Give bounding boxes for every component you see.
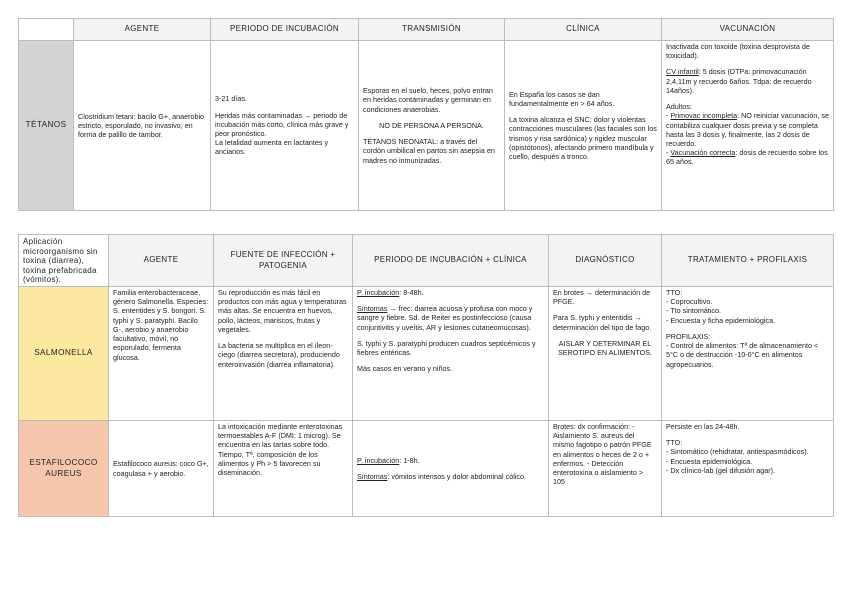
periodo-dias: 3-21 días. — [215, 94, 247, 104]
tetanos-clinica — [505, 41, 662, 211]
primo-text: : NO reiniciar vacunación, se contabiliza cualquier dosis previa y se completa hasta las 3 dosis y, finalmente, las 2 dosis de recuerdo. — [666, 111, 829, 148]
periodo-heridas: Heridas más contaminadas → periodo de incubación más corto, clínica más grave y peor pronóstico. — [215, 110, 349, 138]
incubacion-text: : 8-48h. — [399, 288, 424, 297]
est-sintomas-text: : vómitos intensos y dolor abdominal cólico. — [387, 472, 527, 481]
tto-coprocultivo: - Coprocultivo. — [666, 297, 713, 307]
transmision-neonatal: TÉTANOS NEONATAL: a través del cordón umbilical en partos sin asepsia en madres no inmunizadas. — [363, 137, 495, 165]
salmonella-diagnostico — [549, 287, 662, 421]
est-incubacion-label: P. incubación — [357, 455, 400, 465]
profilaxis-label: PROFILAXIS: — [666, 331, 711, 341]
clinica-espana: En España los casos se dan fundamentalmente en > 64 años. — [509, 89, 615, 108]
tetanos-table — [18, 18, 834, 211]
tto-encuesta: - Encuesta y ficha epidemiológica. — [666, 315, 776, 325]
salmonella-row — [19, 287, 834, 421]
estafilococo-agente: Estafilococo aureus: coco G+, coagulasa + y aerobio. — [109, 421, 214, 517]
est-persiste: Persiste en las 24-48h. — [666, 422, 740, 431]
est-tto-label: TTO: — [666, 438, 683, 448]
tetanos-periodo — [211, 41, 359, 211]
salmonella-tratamiento — [662, 287, 834, 421]
tetanos-agente: Clostridium tetani: bacilo G+, anaerobio estricto, esporulado, no invasivo, en forma de palillo de tambor. — [74, 41, 211, 211]
vacunacion-intro: Inactivada con toxoide (toxina desprovista de toxicidad). — [666, 42, 810, 61]
clinica-typhi: S. typhi y S. paratyphi producen cuadros septicémicos y fiebres entéricas. — [357, 338, 536, 358]
estafilococo-incubacion — [357, 456, 544, 465]
header-clinica: CLÍNICA — [505, 19, 662, 41]
salmonella-sintomas — [357, 304, 544, 332]
sintomas-text: → frec: diarrea acuosa y profusa con moco y sangre y fiebre. Sd. de Reiter es postinfeccioso (causa conjuntivitis y uveítis, AR y lesiones cutaneomucosas). — [357, 304, 533, 332]
vacunacion-adultos: Adultos: — [666, 102, 692, 112]
estafilococo-sintomas — [357, 472, 544, 481]
primo-label: Primovac incompleta — [670, 111, 738, 121]
salmonella-agente: Familia enterobacteraceae, género Salmonella. Especies: S. enteritides y S. bongori. S. typhi y S. paratyphi. Bacilo G-, aerobio y anaerobio facultativo, móvil, no esporulado, fermenta glucosa. — [109, 287, 214, 421]
salmonella-fuente — [214, 287, 353, 421]
est-tto-sintomatico: - Sintomático (rehidratar, antiespasmódicos). — [666, 447, 809, 457]
salmonella-periodo-clinica — [353, 287, 549, 421]
periodo-letalidad: La letalidad aumenta en lactantes y ancianos. — [215, 138, 329, 157]
header-periodo: PERIODO DE INCUBACIÓN — [211, 19, 359, 41]
header-transmision: TRANSMISIÓN — [359, 19, 505, 41]
header2-periodo: PERIODO DE INCUBACIÓN + CLÍNICA — [353, 235, 549, 287]
header2-diagnostico: DIAGNÓSTICO — [549, 235, 662, 287]
tto-label: TTO: — [666, 288, 683, 297]
profilaxis-control: - Control de alimentos: Tª de almacenamiento < 5°C o de destrucción -10-0°C en alimentos agropecuarios. — [666, 341, 819, 369]
intoxicaciones-table — [18, 234, 834, 517]
salmonella-incubacion — [357, 288, 544, 297]
cv-label: CV infantil — [666, 67, 699, 77]
vacunacion-primo: - Primovac incompleta: NO reiniciar vacunación, se contabiliza cualquier dosis previa y se completa hasta las 3 dosis y, finalmente, las 2 dosis de recuerdo. — [666, 111, 829, 148]
header2-agente: AGENTE — [109, 235, 214, 287]
transmision-esporas: Esporas en el suelo, heces, polvo entran en heridas contaminadas y germinan en condiciones anaerobias. — [363, 86, 493, 114]
row-label-estafilococo: ESTAFILOCOCO AUREUS — [19, 421, 109, 517]
diag-aislar: AISLAR Y DETERMINAR EL SEROTIPO EN ALIMENTOS. — [557, 338, 653, 358]
row-label-tetanos: TÉTANOS — [19, 41, 74, 211]
est-tto-encuesta: - Encuesta epidemiológica. — [666, 456, 753, 466]
transmision-no-persona: NO DE PERSONA A PERSONA. — [379, 120, 484, 130]
vacunacion-correcta: - Vacunación correcta: dosis de recuerdo sobre los 65 años. — [666, 148, 828, 167]
est-tto-dx: - Dx clínico-lab (gel difusión agar). — [666, 465, 776, 475]
vacunacion-cv — [666, 67, 829, 95]
header2-fuente: FUENTE DE INFECCIÓN + PATOGENIA — [214, 235, 353, 287]
estafilococo-tratamiento — [662, 421, 834, 517]
header-agente: AGENTE — [74, 19, 211, 41]
incubacion-label: P. incubación — [357, 288, 400, 297]
clinica-toxina: La toxina alcanza el SNC: dolor y violentas contracciones musculares (las faciales son los trismos y risa sardónica) y rigidez muscular (opistótonos), afectando primero mandíbula y cuello, después a tronco. — [509, 115, 657, 162]
header-vacunacion: VACUNACIÓN — [662, 19, 834, 41]
correcta-text: : dosis de recuerdo sobre los 65 años. — [666, 148, 828, 167]
corner-cell — [19, 19, 74, 41]
tetanos-transmision — [359, 41, 505, 211]
estafilococo-periodo-clinica — [353, 421, 549, 517]
estafilococo-row — [19, 421, 834, 517]
fuente-reproduccion: Su reproducción es más fácil en productos con más agua y temperaturas más altas. Se encuentra en huevos, pollo, lácteos, mariscos, frutas y vegetales. — [218, 288, 347, 334]
diag-fago: Para S. typhi y enteritidis → determinación del tipo de fago. — [553, 313, 652, 332]
diag-brotes: En brotes → determinación de PFGE. — [553, 288, 651, 307]
row-label-salmonella: SALMONELLA — [19, 287, 109, 421]
tetanos-row — [19, 41, 834, 211]
estafilococo-fuente: La intoxicación mediante enterotoxinas termoestables A-F (DMI: 1 microg). Se encuentra en las tartas sobre todo. Tiempo, Tª, composición de los alimentos y Ph > 5 favorecen su diseminación. — [214, 421, 353, 517]
tetanos-vacunacion — [662, 41, 834, 211]
estafilococo-diagnostico: Brotes: dx confirmación: - Aislamiento S. aureus del mismo fagotipo o patrón PFGE en alimentos o heces de 2 o + enfermos. - Detección enterotoxina o aislamiento > 105 — [549, 421, 662, 517]
tto-sintomatico: - Tto sintomático. — [666, 306, 721, 316]
sintomas-label: Síntomas — [357, 304, 388, 314]
cv-text: : 5 dosis (DTPa: primovacunación 2,4,11m y recuerdo 6años. Tdpa: de recuerdo 14años). — [666, 67, 812, 95]
correcta-label: Vacunación correcta — [670, 148, 736, 158]
est-sintomas-label: Síntomas — [357, 472, 388, 481]
fuente-bacteria: La bacteria se multiplica en el íleon-ciego (diarrea secretora), produciendo enteroinvasión (diarrea inflamatoria). — [218, 341, 340, 369]
header2-tratamiento: TRATAMIENTO + PROFILAXIS — [662, 235, 834, 287]
corner-note: Aplicación microorganismo sin toxina (diarrea), toxina prefabricada (vómitos). — [19, 235, 109, 287]
clinica-verano: Más casos en verano y niños. — [357, 364, 453, 374]
est-incubacion-text: : 1-8h. — [399, 455, 420, 465]
